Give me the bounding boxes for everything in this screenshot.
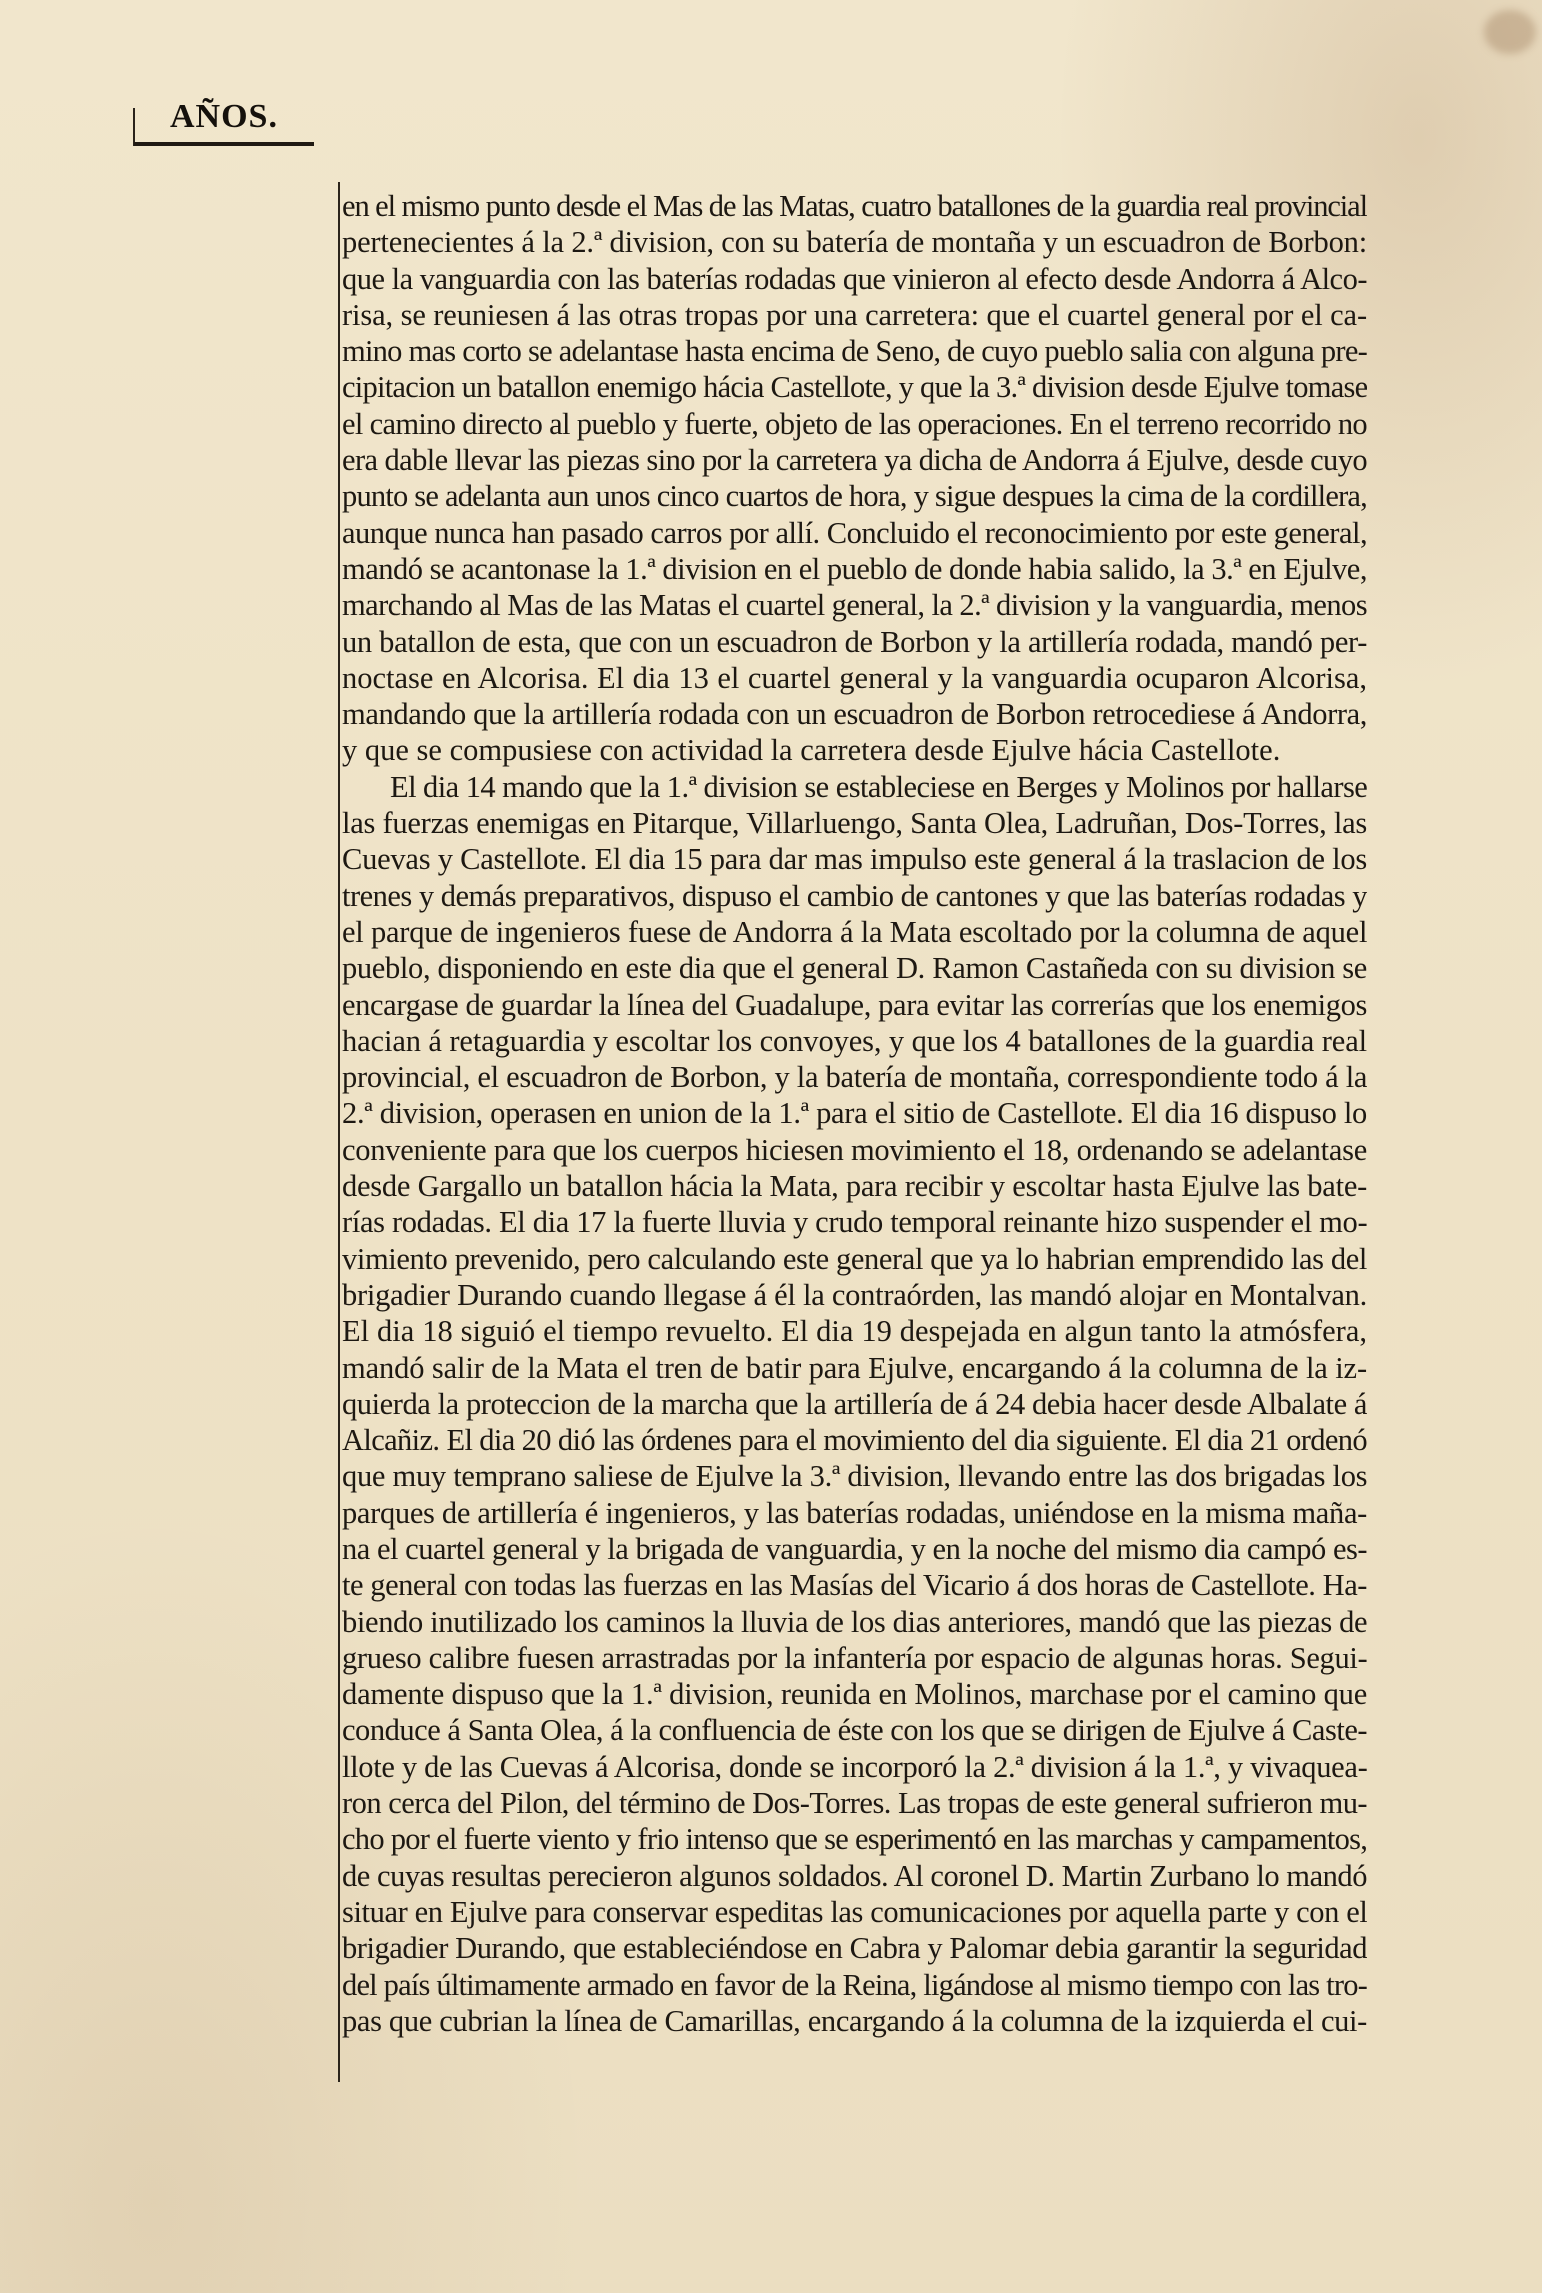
text-line: grueso calibre fuesen arrastradas por la infantería por espacio de algunas horas. Segui- (342, 1640, 1367, 1675)
text-line: en el mismo punto desde el Mas de las Matas, cuatro batallones de la guardia real provincial (342, 189, 1367, 223)
text-line: mandando que la artillería rodada con un escuadron de Borbon retrocediese á Andorra, (342, 697, 1367, 732)
text-line: brigadier Durando, que estableciéndose en Cabra y Palomar debia garantir la seguridad (342, 1931, 1367, 1966)
text-line: te general con todas las fuerzas en las Masías del Vicario á dos horas de Castellote. Ha- (342, 1568, 1367, 1603)
text-line: hacian á retaguardia y escoltar los convoyes, y que los 4 batallones de la guardia real (342, 1023, 1367, 1058)
text-line: que la vanguardia con las baterías rodadas que vinieron al efecto desde Andorra á Alco- (342, 261, 1367, 296)
text-line: El dia 18 siguió el tiempo revuelto. El dia 19 despejada en algun tanto la atmósfera, (342, 1314, 1367, 1349)
text-line: marchando al Mas de las Matas el cuartel general, la 2.ª division y la vanguardia, menos (342, 588, 1367, 623)
text-line: parques de artillería é ingenieros, y las baterías rodadas, uniéndose en la misma maña- (342, 1495, 1367, 1530)
text-line: conduce á Santa Olea, á la confluencia de éste con los que se dirigen de Ejulve á Caste- (342, 1713, 1367, 1748)
text-line: brigadier Durando cuando llegase á él la contraórden, las mandó alojar en Montalvan. (342, 1277, 1367, 1312)
text-line: pertenecientes á la 2.ª division, con su batería de montaña y un escuadron de Borbon: (342, 225, 1367, 260)
text-line: quierda la proteccion de la marcha que la artillería de á 24 debia hacer desde Albalate á (342, 1386, 1367, 1421)
header-rule (134, 142, 314, 146)
text-line: del país últimamente armado en favor de la Reina, ligándose al mismo tiempo con las tro- (342, 1967, 1367, 2002)
text-line: mandó salir de la Mata el tren de batir para Ejulve, encargando á la columna de la iz- (342, 1350, 1367, 1385)
text-line: un batallon de esta, que con un escuadron de Borbon y la artillería rodada, mandó per- (342, 624, 1367, 659)
text-line: que muy temprano saliese de Ejulve la 3.ª division, llevando entre las dos brigadas los (342, 1459, 1367, 1494)
text-line: desde Gargallo un batallon hácia la Mata, para recibir y escoltar hasta Ejulve las bate- (342, 1169, 1367, 1204)
text-line: encargase de guardar la línea del Guadalupe, para evitar las correrías que los enemigos (342, 987, 1367, 1022)
text-line: biendo inutilizado los caminos la lluvia de los dias anteriores, mandó que las piezas de (342, 1604, 1367, 1639)
text-line: 2.ª division, operasen en union de la 1.ª para el sitio de Castellote. El dia 16 dispuso lo (342, 1096, 1367, 1131)
text-line: cho por el fuerte viento y frio intenso que se esperimentó en las marchas y campamentos, (342, 1822, 1367, 1857)
text-line: provincial, el escuadron de Borbon, y la batería de montaña, correspondiente todo á la (342, 1060, 1367, 1095)
header-left-rule (133, 108, 135, 146)
text-line: cipitacion un batallon enemigo hácia Castellote, y que la 3.ª division desde Ejulve tomase (342, 370, 1367, 405)
text-line: vimiento prevenido, pero calculando este general que ya lo habrian emprendido las del (342, 1241, 1367, 1276)
text-line: llote y de las Cuevas á Alcorisa, donde se incorporó la 2.ª division á la 1.ª, y vivaquea- (342, 1749, 1367, 1784)
text-line: situar en Ejulve para conservar espeditas las comunicaciones por aquella parte y con el (342, 1894, 1367, 1929)
margin-rule (338, 182, 340, 2082)
text-line: el parque de ingenieros fuese de Andorra á la Mata escoltado por la columna de aquel (342, 914, 1367, 949)
text-line: era dable llevar las piezas sino por la carretera ya dicha de Andorra á Ejulve, desde cuyo (342, 443, 1367, 478)
text-line: punto se adelanta aun unos cinco cuartos de hora, y sigue despues la cima de la cordillera, (342, 479, 1367, 514)
text-line: na el cuartel general y la brigada de vanguardia, y en la noche del mismo dia campó es- (342, 1531, 1367, 1566)
text-line: mandó se acantonase la 1.ª division en el pueblo de donde habia salido, la 3.ª en Ejulve, (342, 551, 1367, 586)
text-line: el camino directo al pueblo y fuerte, objeto de las operaciones. En el terreno recorrido no (342, 406, 1367, 441)
text-line: rías rodadas. El dia 17 la fuerte lluvia y crudo temporal reinante hizo suspender el mo- (342, 1205, 1367, 1240)
text-line: ron cerca del Pilon, del término de Dos-Torres. Las tropas de este general sufrieron mu- (342, 1786, 1367, 1821)
text-line: trenes y demás preparativos, dispuso el cambio de cantones y que las baterías rodadas y (342, 878, 1367, 913)
text-line: damente dispuso que la 1.ª division, reunida en Molinos, marchase por el camino que (342, 1677, 1367, 1712)
text-line: aunque nunca han pasado carros por allí. Concluido el reconocimiento por este general, (342, 515, 1367, 550)
text-line: noctase en Alcorisa. El dia 13 el cuartel general y la vanguardia ocuparon Alcorisa, (342, 660, 1367, 695)
text-line: pas que cubrian la línea de Camarillas, encargando á la columna de la izquierda el cui- (342, 2003, 1367, 2038)
text-line: risa, se reuniesen á las otras tropas por una carretera: que el cuartel general por el ca- (342, 297, 1367, 332)
text-line: y que se compusiese con actividad la carretera desde Ejulve hácia Castellote. (342, 733, 1281, 768)
text-line: Cuevas y Castellote. El dia 15 para dar mas impulso este general á la traslacion de los (342, 842, 1367, 877)
text-line: mino mas corto se adelantase hasta encima de Seno, de cuyo pueblo salia con alguna pre- (342, 334, 1367, 369)
text-line: de cuyas resultas perecieron algunos soldados. Al coronel D. Martin Zurbano lo mandó (342, 1858, 1367, 1893)
text-line: pueblo, disponiendo en este dia que el general D. Ramon Castañeda con su division se (342, 951, 1367, 986)
text-line: Alcañiz. El dia 20 dió las órdenes para el movimiento del dia siguiente. El dia 21 ordenó (342, 1423, 1367, 1458)
running-header: AÑOS. (170, 98, 278, 135)
body-text (342, 188, 1367, 2039)
text-line: las fuerzas enemigas en Pitarque, Villarluengo, Santa Olea, Ladruñan, Dos-Torres, las (342, 806, 1367, 841)
text-line: conveniente para que los cuerpos hiciesen movimiento el 18, ordenando se adelantase (342, 1132, 1367, 1167)
paper-stain (1484, 10, 1536, 54)
text-line: El dia 14 mando que la 1.ª division se estableciese en Berges y Molinos por hallarse (390, 769, 1367, 804)
